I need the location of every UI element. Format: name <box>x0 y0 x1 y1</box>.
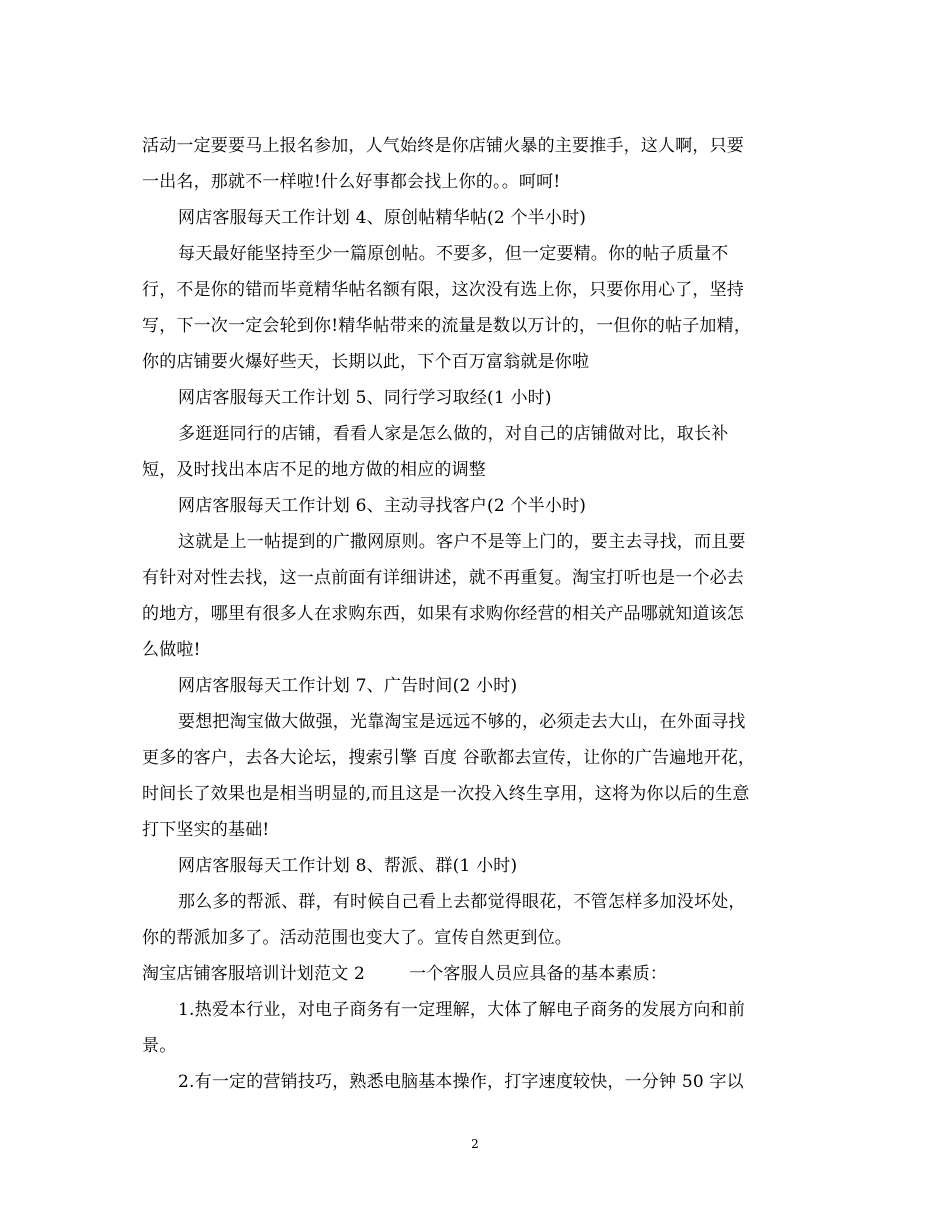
paragraph-line: 的地方，哪里有很多人在求购东西，如果有求购你经营的相关产品哪就知道该怎 <box>142 604 744 624</box>
list-item-line: 1.热爱本行业，对电子商务有一定理解，大体了解电子商务的发展方向和前 <box>178 1000 746 1020</box>
paragraph-line: 那么多的帮派、群，有时候自己看上去都觉得眼花，不管怎样多加没坏处， <box>178 892 746 912</box>
list-item-line: 2.有一定的营销技巧，熟悉电脑基本操作，打字速度较快，一分钟 50 字以 <box>178 1072 744 1092</box>
subheading-line: 网店客服每天工作计划 4、原创帖精华帖(2 个半小时) <box>178 208 587 228</box>
section-heading-subtitle: 一个客服人员应具备的基本素质： <box>409 964 668 984</box>
paragraph-line: 写，下一次一定会轮到你!精华帖带来的流量是数以万计的，一但你的帖子加精， <box>142 316 752 336</box>
paragraph-line: 要想把淘宝做大做强，光靠淘宝是远远不够的，必须走去大山，在外面寻找 <box>178 712 746 732</box>
paragraph-line: 有针对对性去找，这一点前面有详细讲述，就不再重复。淘宝打听也是一个必去 <box>142 568 744 588</box>
subheading-line: 网店客服每天工作计划 5、同行学习取经(1 小时) <box>178 388 552 408</box>
document-body <box>142 128 804 1100</box>
paragraph-line: 每天最好能坚持至少一篇原创帖。不要多，但一定要精。你的帖子质量不 <box>178 244 729 264</box>
section-heading <box>142 956 804 992</box>
section-heading-title: 淘宝店铺客服培训计划范文 2 <box>142 964 366 984</box>
page-number: 2 <box>471 1137 479 1151</box>
paragraph-line: 行，不是你的错而毕竟精华帖名额有限，这次没有选上你，只要你用心了，坚持 <box>142 280 744 300</box>
paragraph-line: 短，及时找出本店不足的地方做的相应的调整 <box>142 460 486 480</box>
paragraph-line: 一出名，那就不一样啦!什么好事都会找上你的。。呵呵! <box>142 172 561 192</box>
subheading-line: 网店客服每天工作计划 6、主动寻找客户(2 个半小时) <box>178 496 587 516</box>
paragraph-line: 多逛逛同行的店铺，看看人家是怎么做的，对自己的店铺做对比，取长补 <box>178 424 729 444</box>
paragraph-line: 这就是上一帖提到的广撒网原则。客户不是等上门的，要主去寻找，而且要 <box>178 532 746 552</box>
paragraph-line: 更多的客户，去各大论坛，搜索引擎 百度 谷歌都去宣传，让你的广告遍地开花， <box>142 748 756 768</box>
paragraph-line: 你的店铺要火爆好些天，长期以此，下个百万富翁就是你啦 <box>142 352 590 372</box>
subheading-line: 网店客服每天工作计划 8、帮派、群(1 小时) <box>178 856 518 876</box>
paragraph-line: 打下坚实的基础! <box>142 820 270 840</box>
paragraph-line: 么做啦! <box>142 640 201 660</box>
paragraph-line: 时间长了效果也是相当明显的,而且这是一次投入终生享用，这将为你以后的生意 <box>142 784 750 804</box>
paragraph-line: 活动一定要要马上报名参加，人气始终是你店铺火暴的主要推手，这人啊，只要 <box>142 136 744 156</box>
paragraph-line: 你的帮派加多了。活动范围也变大了。宣传自然更到位。 <box>142 928 572 948</box>
list-item-line: 景。 <box>142 1036 177 1056</box>
subheading-line: 网店客服每天工作计划 7、广告时间(2 小时) <box>178 676 518 696</box>
